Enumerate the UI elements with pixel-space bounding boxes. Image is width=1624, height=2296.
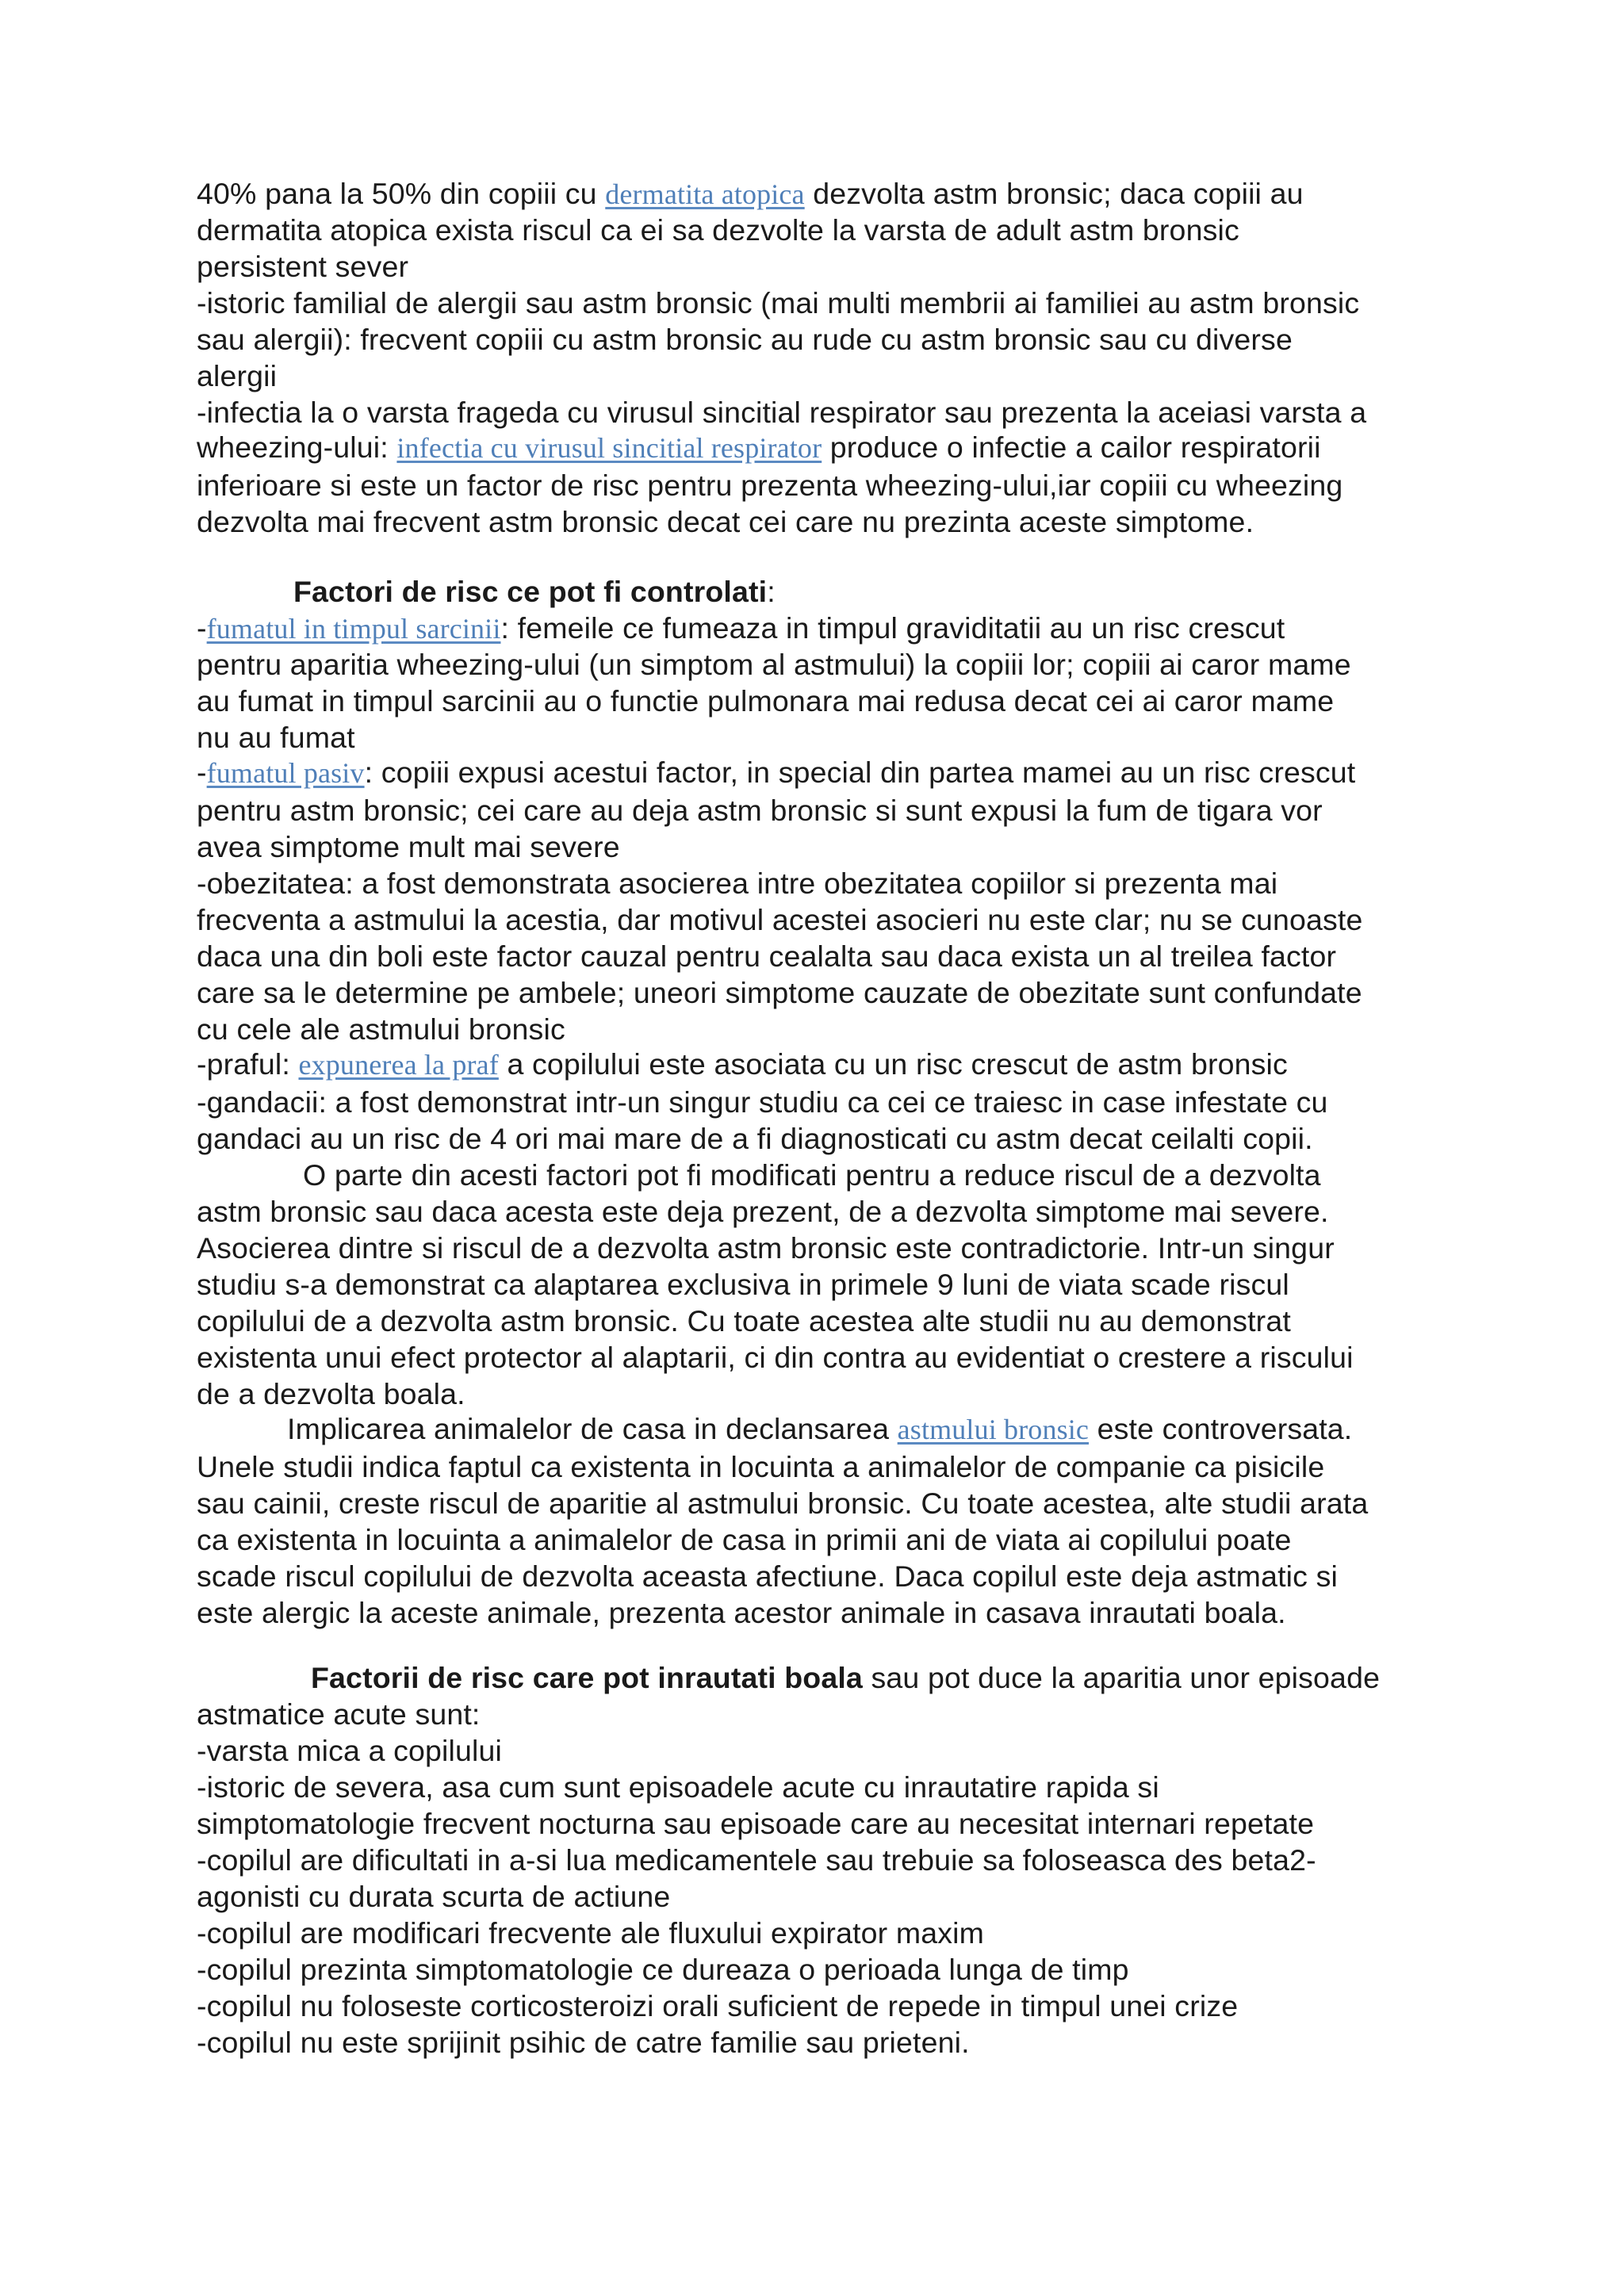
text-line — [197, 719, 355, 756]
text-span: -praful: — [197, 1047, 299, 1081]
text-line — [197, 212, 1239, 248]
text-line — [197, 865, 1277, 901]
text-span: agonisti cu durata scurta de actiune — [197, 1880, 671, 1913]
text-line — [197, 792, 1323, 828]
text-line — [197, 1988, 1238, 2024]
text-span: Asocierea dintre si riscul de a dezvolta astm bronsic este contradictorie. Intr-un singur — [197, 1231, 1335, 1265]
text-span: este controversata. — [1089, 1412, 1353, 1445]
text-line — [197, 358, 277, 394]
text-span: -infectia la o varsta frageda cu virusul sincitial respirator sau prezenta la aceiasi varsta a — [197, 396, 1367, 429]
text-span: -gandacii: a fost demonstrat intr-un singur studiu ca cei ce traiesc in case infestate cu — [197, 1085, 1328, 1119]
text-line — [197, 321, 1293, 358]
text-line — [197, 1011, 565, 1047]
text-line — [197, 938, 1336, 974]
text-line — [197, 974, 1362, 1011]
text-span: gandaci au un risc de 4 ori mai mare de a fi diagnosticati cu astm decat ceilalti copii. — [197, 1122, 1313, 1155]
text-span: : — [767, 575, 776, 608]
text-span: este alergic la aceste animale, prezenta acestor animale in casava inrautati boala. — [197, 1596, 1286, 1629]
text-span: dezvolta astm bronsic; daca copiii au — [804, 177, 1304, 210]
text-span: Implicarea animalelor de casa in declansarea — [287, 1412, 898, 1445]
text-line — [197, 1521, 1292, 1558]
text-line — [197, 285, 1359, 321]
text-span: a copilului este asociata cu un risc crescut de astm bronsic — [498, 1047, 1288, 1081]
section-heading: Factori de risc ce pot fi controlati — [293, 575, 768, 608]
text-span: -varsta mica a copilului — [197, 1734, 502, 1767]
text-span: cu cele ale astmului bronsic — [197, 1012, 565, 1046]
text-span: existenta unui efect protector al alaptarii, ci din contra au evidentiat o crestere a riscului — [197, 1341, 1354, 1374]
text-span: O parte din acesti factori pot fi modificati pentru a reduce riscul de a dezvolta — [303, 1158, 1321, 1192]
text-line — [197, 1339, 1354, 1376]
text-span: care sa le determine pe ambele; uneori simptome cauzate de obezitate sunt confundate — [197, 976, 1362, 1009]
text-span: ca existenta in locuinta a animalelor de casa in primii ani de viata ai copilului poate — [197, 1523, 1292, 1556]
text-line — [197, 429, 1321, 466]
text-line — [197, 467, 1342, 503]
text-span: Unele studii indica faptul ca existenta in locuinta a animalelor de companie ca pisicile — [197, 1450, 1325, 1483]
text-line — [197, 754, 1355, 791]
text-line — [197, 175, 1304, 212]
text-line — [287, 1410, 1352, 1448]
text-span: -copilul are modificari frecvente ale fluxului expirator maxim — [197, 1916, 985, 1950]
text-span: -istoric de severa, asa cum sunt episoadele acute cu inrautatire rapida si — [197, 1770, 1159, 1804]
text-line — [197, 1485, 1368, 1521]
hyperlink[interactable]: infectia cu virusul sincitial respirator — [396, 432, 822, 464]
section-heading: Factorii de risc care pot inrautati boala — [311, 1661, 863, 1694]
text-span: astm bronsic sau daca acesta este deja prezent, de a dezvolta simptome mai severe. — [197, 1195, 1329, 1228]
text-line — [197, 1120, 1313, 1157]
text-span: sau alergii): frecvent copiii cu astm bronsic au rude cu astm bronsic sau cu diverse — [197, 323, 1293, 356]
text-line — [303, 1157, 1321, 1193]
text-span: copilului de a dezvolta astm bronsic. Cu toate acestea alte studii nu au demonstrat — [197, 1304, 1291, 1337]
text-span: -obezitatea: a fost demonstrata asocierea intre obezitatea copiilor si prezenta mai — [197, 867, 1278, 900]
text-line — [197, 1951, 1129, 1988]
text-span: -copilul nu este sprijinit psihic de catre familie sau prieteni. — [197, 2026, 970, 2059]
text-span: : femeile ce fumeaza in timpul graviditatii au un risc crescut — [500, 611, 1285, 645]
hyperlink[interactable]: fumatul in timpul sarcinii — [206, 613, 501, 645]
text-line — [197, 503, 1254, 540]
text-span: au fumat in timpul sarcinii au o functie pulmonara mai redusa decat cei ai caror mame — [197, 684, 1335, 718]
hyperlink[interactable]: fumatul pasiv — [206, 757, 365, 789]
text-span: astmatice acute sunt: — [197, 1697, 481, 1731]
text-span: pentru astm bronsic; cei care au deja astm bronsic si sunt expusi la fum de tigara vor — [197, 794, 1323, 827]
text-span: nu au fumat — [197, 721, 355, 754]
text-line — [197, 1696, 481, 1732]
text-line — [197, 1448, 1324, 1485]
text-line — [197, 248, 408, 285]
text-span: sau pot duce la aparitia unor episoade — [862, 1661, 1381, 1694]
text-line — [197, 683, 1334, 719]
text-line — [197, 1558, 1338, 1594]
text-line — [293, 573, 776, 610]
text-span: frecventa a astmului la acestia, dar motivul acestei asocieri nu este clar; nu se cunoaste — [197, 903, 1363, 936]
text-line — [197, 1878, 670, 1915]
text-span: de a dezvolta boala. — [197, 1377, 465, 1410]
text-span: -istoric familial de alergii sau astm bronsic (mai multi membrii ai familiei au astm bronsic — [197, 286, 1360, 320]
hyperlink[interactable]: dermatita atopica — [605, 178, 805, 210]
text-span: produce o infectie a cailor respiratorii — [822, 430, 1321, 464]
text-span: inferioare si este un factor de risc pentru prezenta wheezing-ului,iar copiii cu wheezing — [197, 469, 1343, 502]
text-line — [197, 1769, 1159, 1805]
text-line — [197, 1230, 1335, 1266]
text-line — [197, 828, 620, 865]
text-line — [197, 1084, 1328, 1120]
text-line — [197, 2024, 970, 2061]
text-span: sau cainii, creste riscul de aparitie al astmului bronsic. Cu toate acestea, alte studii arata — [197, 1487, 1369, 1520]
text-span: -copilul nu foloseste corticosteroizi orali suficient de repede in timpul unei crize — [197, 1989, 1239, 2022]
text-span: pentru aparitia wheezing-ului (un simptom al astmului) la copiii lor; copiii ai caror mame — [197, 648, 1351, 681]
text-line — [197, 1594, 1286, 1631]
text-span: simptomatologie frecvent nocturna sau episoade care au necesitat internari repetate — [197, 1807, 1315, 1840]
text-span: dezvolta mai frecvent astm bronsic decat cei care nu prezinta aceste simptome. — [197, 505, 1254, 538]
text-line — [197, 1805, 1314, 1842]
text-span: scade riscul copilului de dezvolta aceasta afectiune. Daca copilul este deja astmatic si — [197, 1559, 1338, 1593]
text-span: dermatita atopica exista riscul ca ei sa dezvolte la varsta de adult astm bronsic — [197, 213, 1239, 247]
text-span: studiu s-a demonstrat ca alaptarea exclusiva in primele 9 luni de viata scade riscul — [197, 1268, 1289, 1301]
text-span: avea simptome mult mai severe — [197, 830, 620, 863]
text-line — [197, 1732, 502, 1769]
text-span: 40% pana la 50% din copiii cu — [197, 177, 606, 210]
text-span: -copilul prezinta simptomatologie ce dureaza o perioada lunga de timp — [197, 1953, 1129, 1986]
text-line — [197, 1303, 1291, 1339]
text-span: - — [197, 756, 207, 789]
text-span: alergii — [197, 359, 278, 392]
hyperlink[interactable]: astmului bronsic — [897, 1414, 1090, 1445]
text-span: -copilul are dificultati in a-si lua medicamentele sau trebuie sa foloseasca des beta2- — [197, 1843, 1316, 1877]
text-line — [197, 646, 1351, 683]
text-line — [197, 901, 1363, 938]
text-span: persistent sever — [197, 250, 409, 283]
text-span: wheezing-ului: — [197, 430, 397, 464]
text-line — [197, 1046, 1288, 1083]
text-span: daca una din boli este factor cauzal pentru cealalta sau daca exista un al treilea factor — [197, 939, 1337, 973]
hyperlink[interactable]: expunerea la praf — [298, 1049, 499, 1081]
text-line — [197, 1193, 1329, 1230]
text-line — [197, 1376, 465, 1412]
text-line — [311, 1659, 1380, 1696]
text-span: - — [197, 611, 207, 645]
text-line — [197, 610, 1285, 647]
text-line — [197, 1266, 1289, 1303]
text-line — [197, 1842, 1316, 1878]
text-span: : copiii expusi acestui factor, in special din partea mamei au un risc crescut — [364, 756, 1356, 789]
text-line — [197, 1915, 984, 1951]
text-line — [197, 394, 1366, 430]
